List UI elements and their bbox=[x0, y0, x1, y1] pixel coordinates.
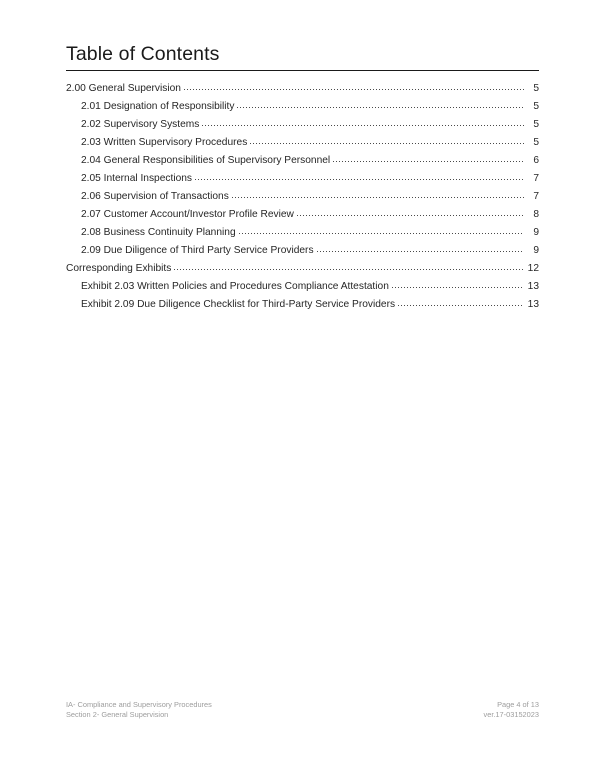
toc-entry-page-number: 5 bbox=[533, 119, 539, 130]
toc-entry[interactable] bbox=[66, 170, 539, 188]
toc-entry-page-number: 8 bbox=[533, 209, 539, 220]
toc-entry-label: 2.00 General Supervision bbox=[66, 83, 181, 94]
toc-entry-page-number: 5 bbox=[533, 83, 539, 94]
toc-entry-label: Exhibit 2.03 Written Policies and Procedures Compliance Attestation bbox=[81, 281, 389, 292]
toc-entry[interactable] bbox=[66, 242, 539, 260]
title-divider bbox=[66, 70, 539, 71]
footer-section-title: Section 2- General Supervision bbox=[66, 709, 169, 719]
toc-entry[interactable] bbox=[66, 80, 539, 98]
toc-dot-leader bbox=[232, 188, 524, 199]
toc-dot-leader bbox=[202, 116, 524, 127]
toc-dot-leader bbox=[195, 170, 524, 181]
toc-entry-page-number: 13 bbox=[527, 281, 539, 292]
toc-entry-page-number: 9 bbox=[533, 245, 539, 256]
toc-entry-label: 2.03 Written Supervisory Procedures bbox=[81, 137, 248, 148]
toc-entry[interactable] bbox=[66, 296, 539, 314]
toc-entry[interactable] bbox=[66, 224, 539, 242]
toc-entry-label: 2.08 Business Continuity Planning bbox=[81, 227, 236, 238]
toc-dot-leader bbox=[297, 206, 524, 217]
toc-dot-leader bbox=[250, 134, 524, 145]
toc-entry-label: 2.01 Designation of Responsibility bbox=[81, 101, 235, 112]
toc-entry[interactable] bbox=[66, 116, 539, 134]
page-footer bbox=[66, 700, 539, 719]
toc-entry-label: Exhibit 2.09 Due Diligence Checklist for Third-Party Service Providers bbox=[81, 299, 396, 310]
toc-dot-leader bbox=[398, 296, 524, 307]
toc-entry[interactable] bbox=[66, 152, 539, 170]
toc-entry-label: 2.06 Supervision of Transactions bbox=[81, 191, 229, 202]
toc-entry-page-number: 7 bbox=[533, 191, 539, 202]
footer-right-block bbox=[484, 700, 539, 719]
toc-dot-leader bbox=[392, 278, 524, 289]
toc-entry-page-number: 7 bbox=[533, 173, 539, 184]
toc-entry-label: 2.04 General Responsibilities of Supervisory Personnel bbox=[81, 155, 331, 166]
toc-entry-page-number: 12 bbox=[527, 263, 539, 274]
toc-entry-label: 2.02 Supervisory Systems bbox=[81, 119, 200, 130]
toc-dot-leader bbox=[333, 152, 524, 163]
toc-entry[interactable] bbox=[66, 188, 539, 206]
toc-entry[interactable] bbox=[66, 260, 539, 278]
toc-entry-page-number: 13 bbox=[527, 299, 539, 310]
toc-entry-label: 2.09 Due Diligence of Third Party Service Providers bbox=[81, 245, 314, 256]
toc-entry-label: 2.07 Customer Account/Investor Profile Review bbox=[81, 209, 294, 220]
toc-entry-page-number: 5 bbox=[533, 101, 539, 112]
toc-entry-page-number: 5 bbox=[533, 137, 539, 148]
page-title: Table of Contents bbox=[66, 43, 220, 65]
toc-entry[interactable] bbox=[66, 278, 539, 296]
footer-page-number: Page 4 of 13 bbox=[497, 700, 539, 709]
footer-document-title: IA- Compliance and Supervisory Procedures bbox=[66, 700, 212, 709]
table-of-contents-list bbox=[66, 80, 539, 314]
toc-entry-page-number: 6 bbox=[533, 155, 539, 166]
toc-dot-leader bbox=[184, 80, 524, 91]
footer-left-block bbox=[66, 700, 212, 719]
footer-version: ver.17-03152023 bbox=[483, 709, 539, 719]
toc-entry[interactable] bbox=[66, 206, 539, 224]
toc-entry[interactable] bbox=[66, 134, 539, 152]
toc-entry-page-number: 9 bbox=[533, 227, 539, 238]
toc-entry[interactable] bbox=[66, 98, 539, 116]
toc-dot-leader bbox=[317, 242, 524, 253]
toc-entry-label: Corresponding Exhibits bbox=[66, 263, 172, 274]
toc-dot-leader bbox=[174, 260, 524, 271]
toc-dot-leader bbox=[239, 224, 524, 235]
toc-dot-leader bbox=[237, 98, 524, 109]
toc-entry-label: 2.05 Internal Inspections bbox=[81, 173, 193, 184]
